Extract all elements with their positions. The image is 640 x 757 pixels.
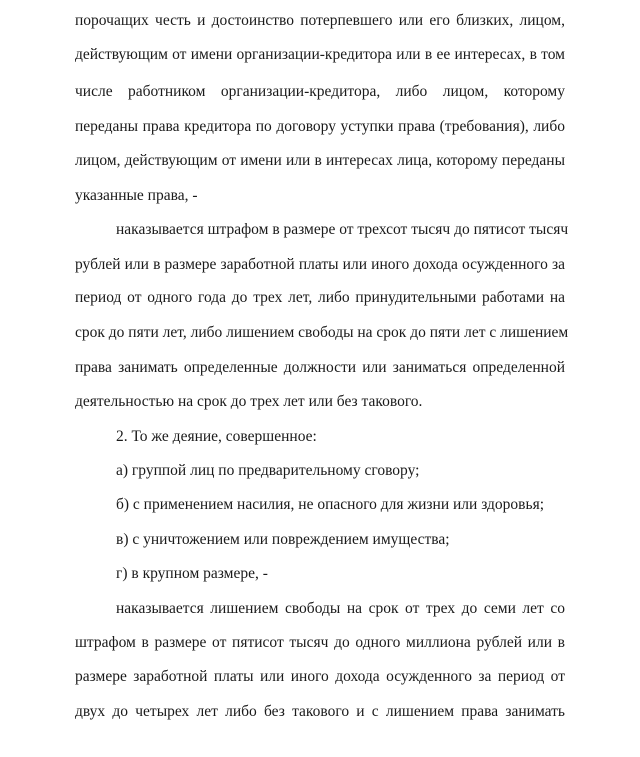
text-line: штрафом в размере от пятисот тысяч до одного миллиона рублей или в [75,634,565,651]
text-line: срок до пяти лет, либо лишением свободы на срок до пяти лет с лишением [75,324,569,341]
paragraph-first-line: наказывается штрафом в размере от трехсот тысяч до пятисот тысяч [116,221,569,238]
paragraph-first-line: наказывается лишением свободы на срок от трех до семи лет со [116,600,565,617]
text-line: размере заработной платы или иного дохода осужденного за период от [75,668,565,685]
list-item: б) с применением насилия, не опасного для жизни или здоровья; [116,496,545,513]
text-line: порочащих честь и достоинство потерпевшего или его близких, лицом, [75,12,565,29]
text-line: числе работником организации-кредитора, либо лицом, которому [75,83,565,100]
section-heading: 2. То же деяние, совершенное: [116,428,317,445]
text-line: двух до четырех лет либо без такового и с лишением права занимать [75,703,565,720]
text-line: права занимать определенные должности или заниматься определенной [75,359,565,376]
text-line: рублей или в размере заработной платы или иного дохода осужденного за [75,256,565,273]
text-line: лицом, действующим от имени или в интересах лица, которому переданы [75,152,565,169]
list-item: в) с уничтожением или повреждением имущества; [116,531,450,548]
list-item: а) группой лиц по предварительному сговору; [116,462,420,479]
text-line: период от одного года до трех лет, либо принудительными работами на [75,289,565,306]
list-item: г) в крупном размере, - [116,565,268,582]
text-line: деятельностью на срок до трех лет или без такового. [75,393,423,410]
text-line: действующим от имени организации-кредитора или в ее интересах, в том [75,46,565,63]
text-line: переданы права кредитора по договору уступки права (требования), либо [75,118,565,135]
text-line: указанные права, - [75,187,198,204]
